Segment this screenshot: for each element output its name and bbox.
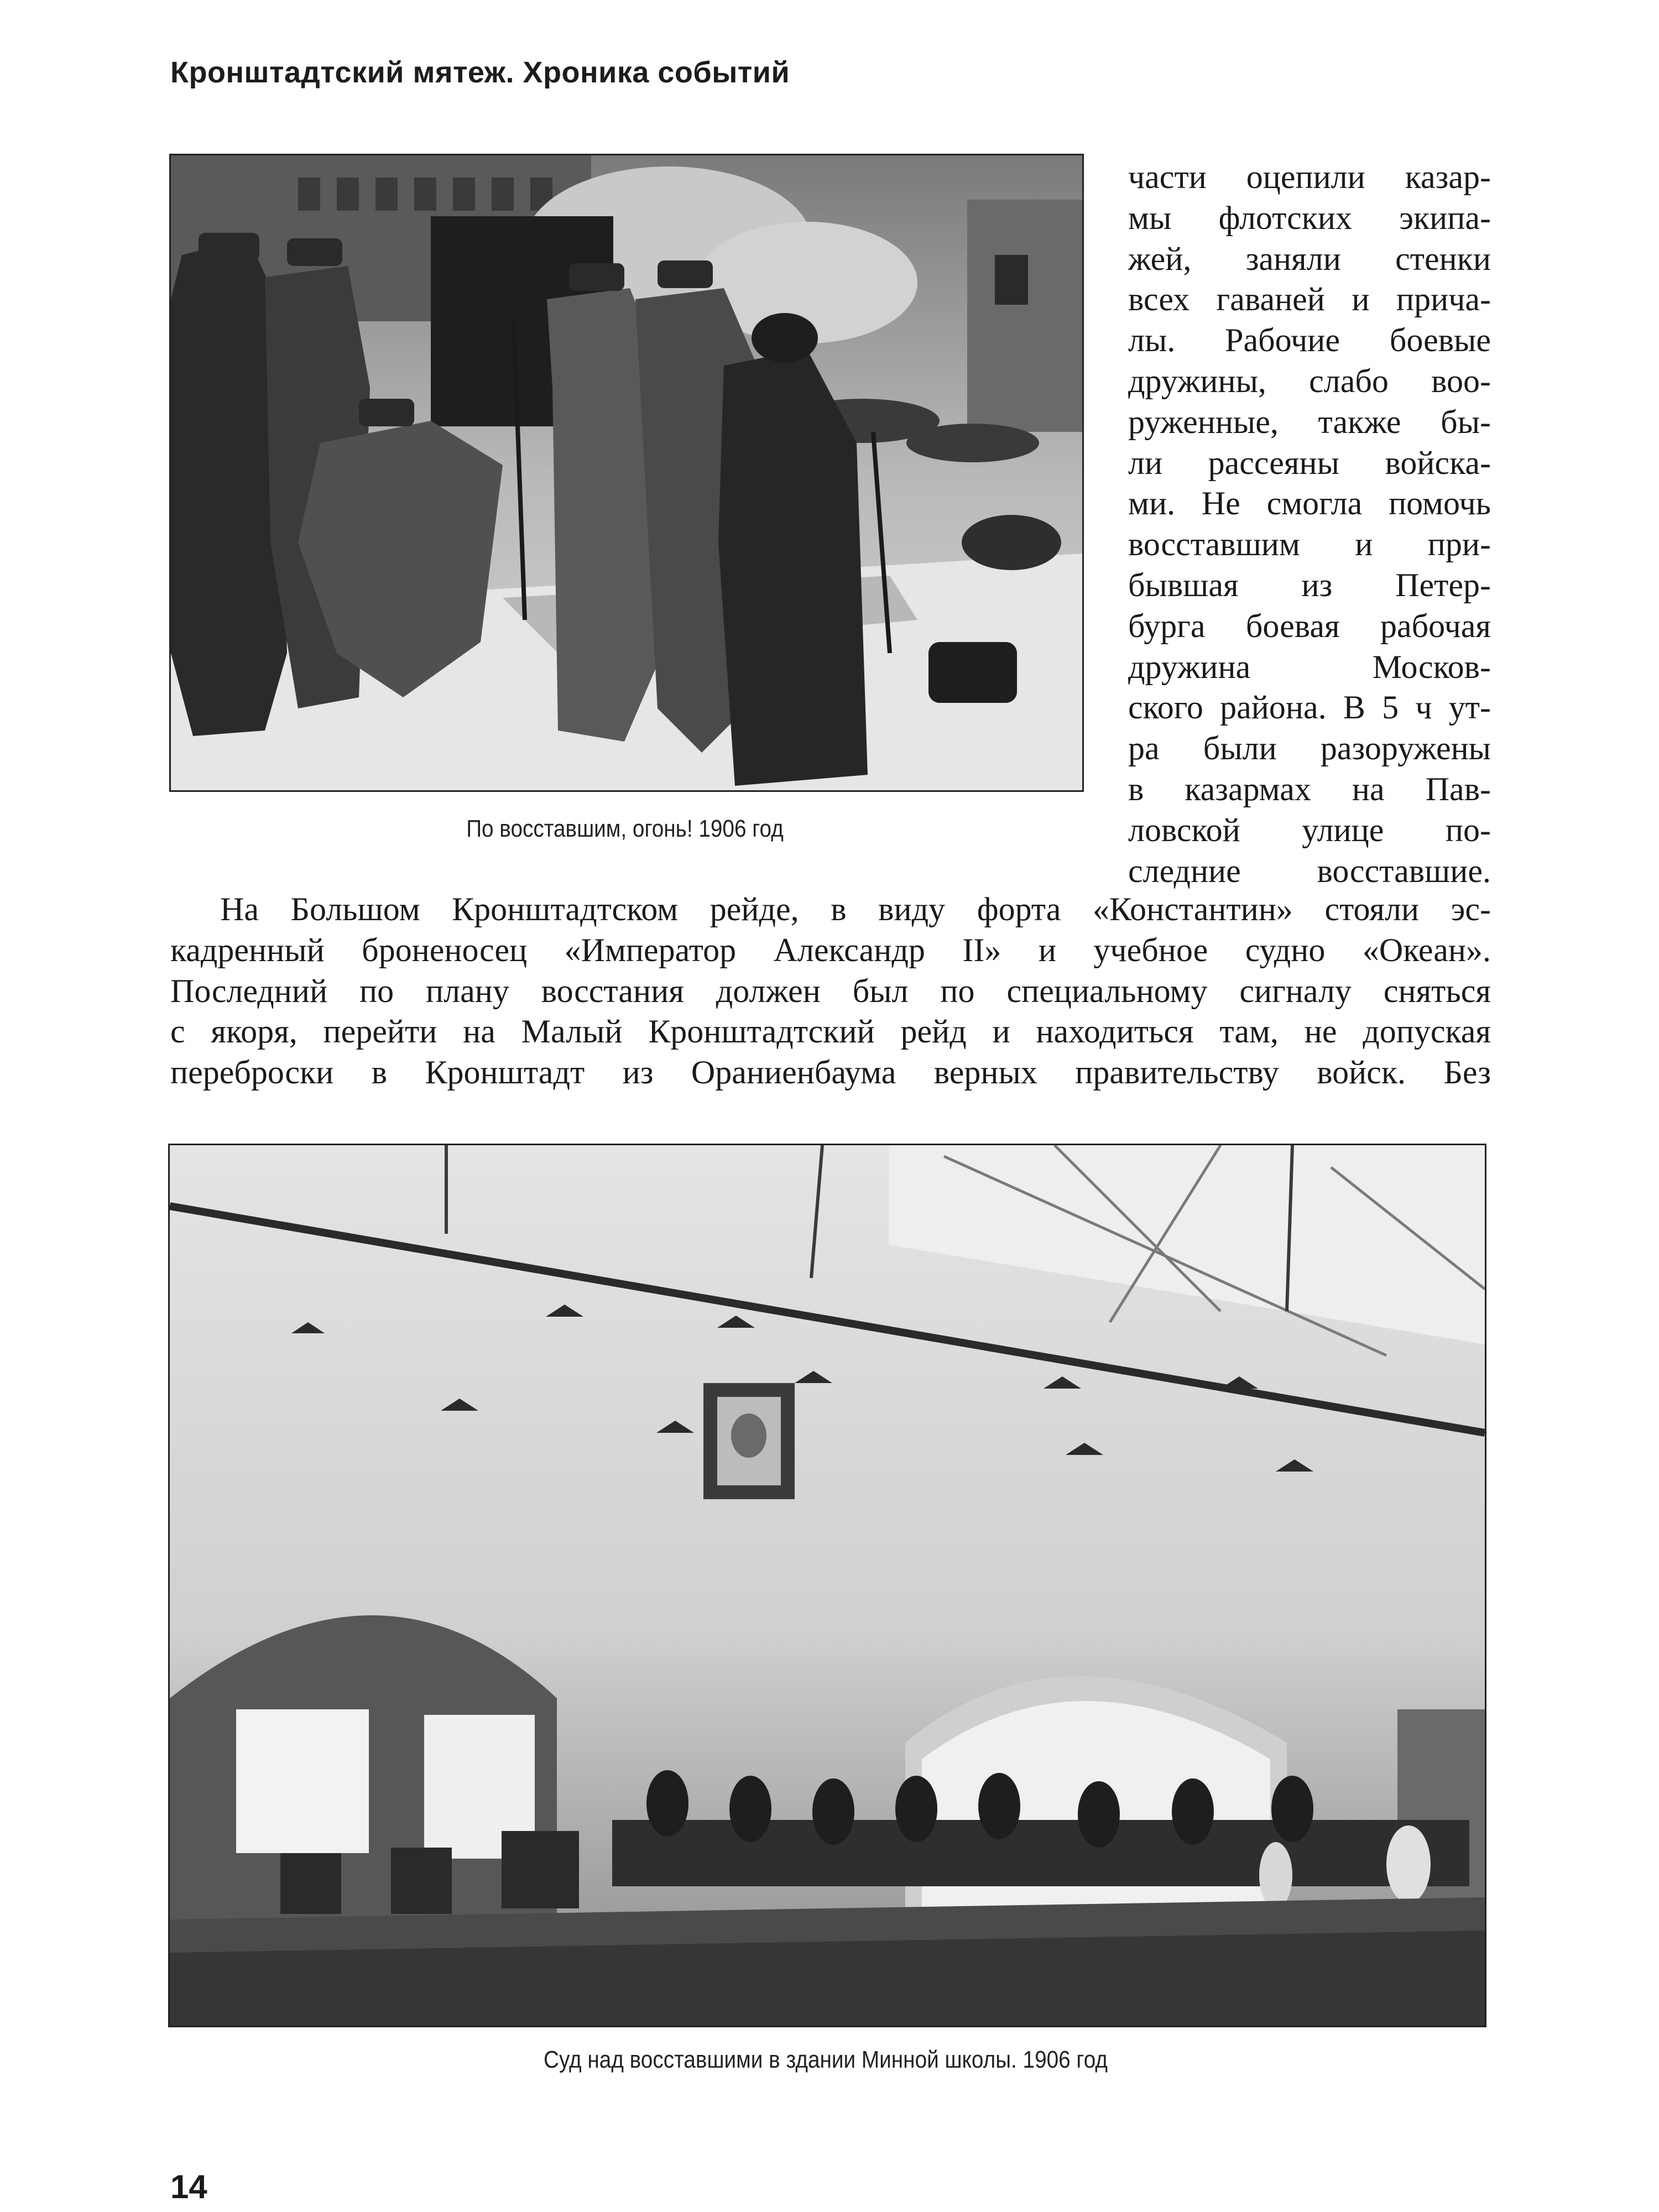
text-line: мы флотских экипа- bbox=[1128, 199, 1491, 236]
text-line: Последний по плану восстания должен был по специальному сигналу сняться bbox=[170, 972, 1491, 1009]
illustration-image bbox=[171, 155, 1082, 790]
text-line: переброски в Кронштадт из Ораниенбаума верных правительству войск. Без bbox=[170, 1054, 1491, 1091]
figure-photo-courtroom bbox=[168, 1144, 1486, 2027]
side-text-column bbox=[1128, 157, 1491, 891]
text-line: дружины, слабо воо- bbox=[1128, 362, 1491, 399]
text-line: кадренный броненосец «Император Александр II» и учебное судно «Океан». bbox=[170, 931, 1491, 968]
text-line: части оцепили казар- bbox=[1128, 159, 1491, 195]
text-line: дружина Москов- bbox=[1128, 648, 1491, 685]
text-line: лы. Рабочие боевые bbox=[1128, 322, 1491, 359]
courtroom-photo-image bbox=[170, 1145, 1485, 2026]
text-line: бывшая из Петер- bbox=[1128, 566, 1491, 603]
text-line: жей, заняли стенки bbox=[1128, 240, 1491, 277]
text-line: восставшим и при- bbox=[1128, 526, 1491, 563]
running-title: Кронштадтский мятеж. Хроника событий bbox=[170, 56, 790, 89]
figure-caption-2: Суд над восставшими в здании Минной школы. 1906 год bbox=[544, 2046, 1108, 2073]
figure-illustration-soldiers bbox=[169, 154, 1084, 792]
text-line: ловской улице по- bbox=[1128, 811, 1491, 848]
text-line: с якоря, перейти на Малый Кронштадтский рейд и находиться там, не допуская bbox=[170, 1013, 1491, 1050]
text-line: На Большом Кронштадтском рейде, в виду форта «Константин» стояли эс- bbox=[220, 891, 1491, 927]
text-line: ли рассеяны войска- bbox=[1128, 444, 1491, 481]
text-line: всех гаваней и прича- bbox=[1128, 281, 1491, 318]
figure-caption-1: По восставшим, огонь! 1906 год bbox=[466, 815, 784, 842]
text-line: ского района. В 5 ч ут- bbox=[1128, 689, 1491, 726]
text-line: руженные, также бы- bbox=[1128, 403, 1491, 440]
body-paragraph bbox=[170, 889, 1491, 1093]
text-line: следние восставшие. bbox=[1128, 852, 1491, 889]
page-number: 14 bbox=[170, 2168, 207, 2205]
text-line: бурга боевая рабочая bbox=[1128, 607, 1491, 644]
text-line: ми. Не смогла помочь bbox=[1128, 485, 1491, 522]
text-line: ра были разоружены bbox=[1128, 730, 1491, 767]
text-line: в казармах на Пав- bbox=[1128, 770, 1491, 807]
